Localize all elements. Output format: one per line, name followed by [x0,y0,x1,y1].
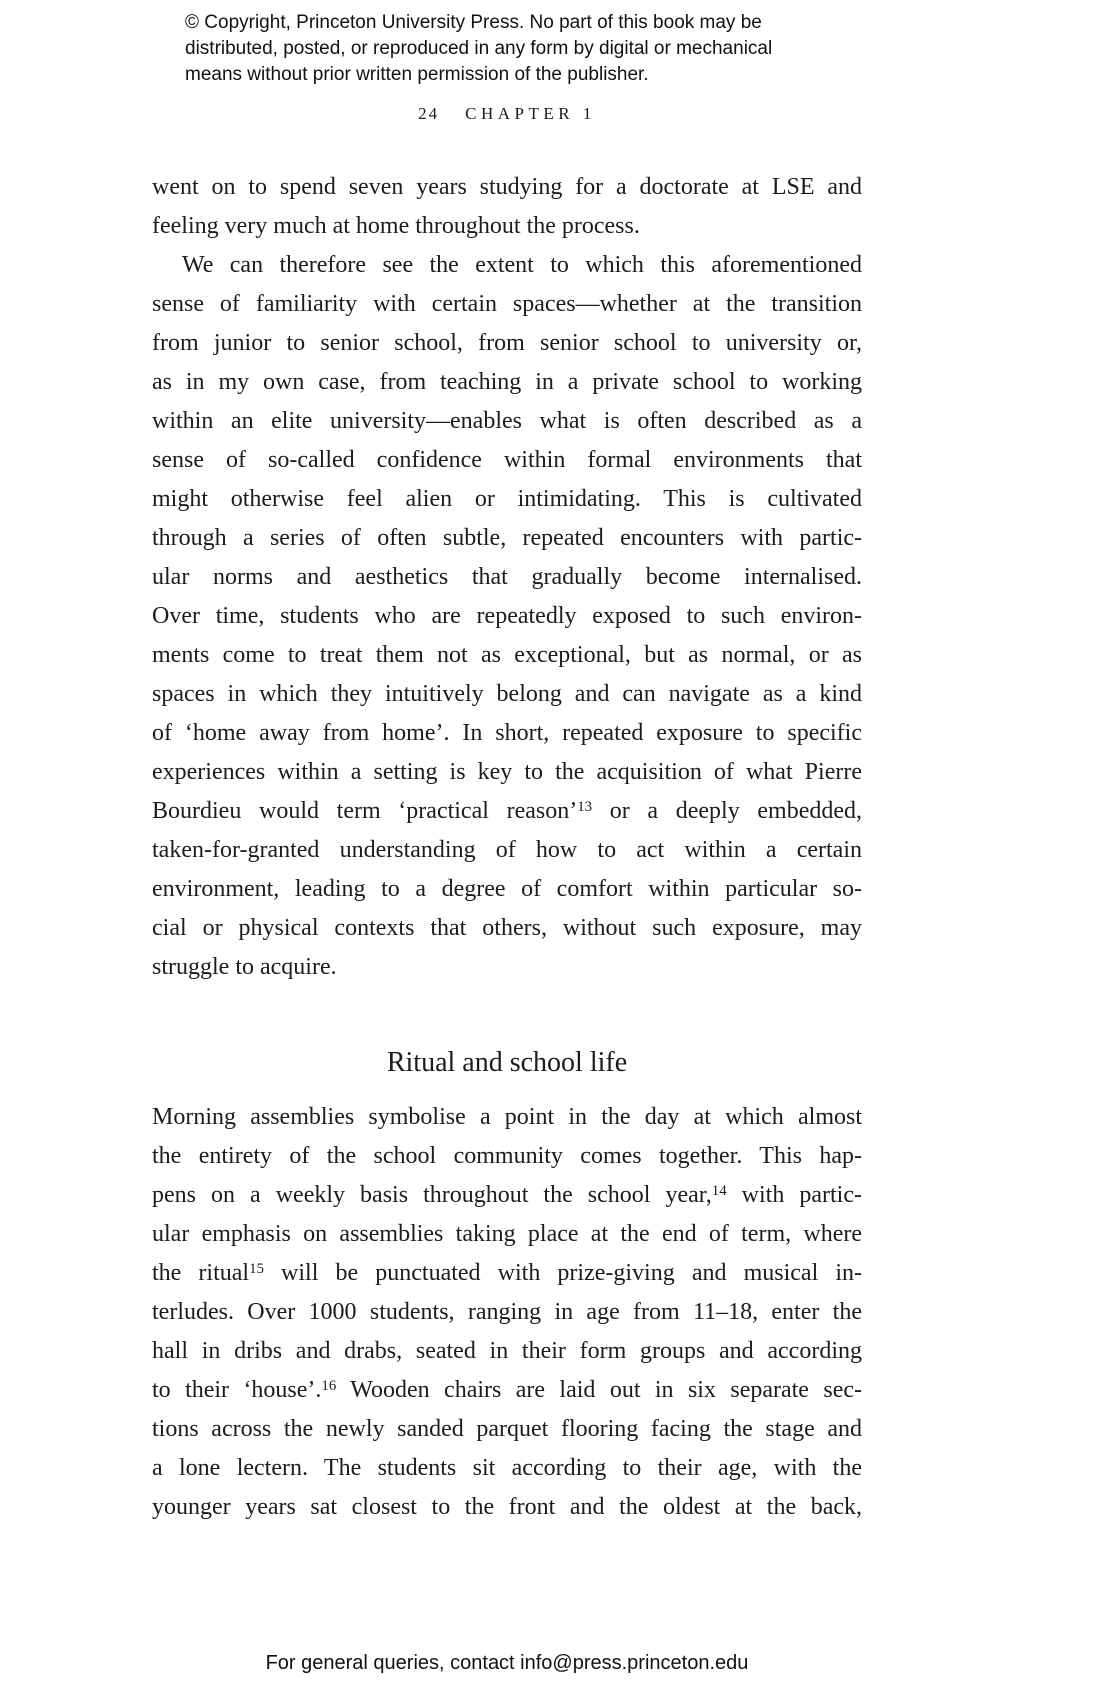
footnote-reference: 15 [249,1261,264,1278]
section-heading: Ritual and school life [386,1047,628,1078]
text-line: went on to spend seven years studying for a doctorate at LSE and [152,174,862,200]
text-line: from junior to senior school, from senior school to university or, [152,330,862,356]
text-line: terludes. Over 1000 students, ranging in age from 11–18, enter the [152,1299,862,1325]
text-line: ments come to treat them not as exceptional, but as normal, or as [152,642,862,668]
text-line: hall in dribs and drabs, seated in their form groups and according [152,1338,862,1364]
text-line: struggle to acquire. [152,954,337,980]
body-paragraph [152,1098,862,1527]
footnote-reference: 16 [321,1378,337,1395]
footer-contact: For general queries, contact info@press.princeton.edu [265,1652,749,1674]
text-line: taken-for-granted understanding of how to act within a certain [152,837,862,863]
text-line: within an elite university—enables what is often described as a [152,408,862,434]
text-line: to their ‘house’.$^{16}$ Wooden chairs are laid out in six separate sec- [152,1377,862,1403]
paragraphs-before-heading [152,168,862,987]
text-line: spaces in which they intuitively belong and can navigate as a kind [152,681,862,707]
text-line: ular norms and aesthetics that gradually become internalised. [152,564,862,590]
text-line: tions across the newly sanded parquet flooring facing the stage and [152,1416,862,1442]
text-line: a lone lectern. The students sit according to their age, with the [152,1455,862,1481]
text-line: the entirety of the school community comes together. This hap- [152,1143,862,1169]
text-line: We can therefore see the extent to which this aforementioned [182,252,862,278]
text-line: Morning assemblies symbolise a point in the day at which almost [152,1104,862,1130]
footnote-reference: 13 [577,799,593,816]
text-line: the ritual$^{15}$ will be punctuated with prize-giving and musical in- [152,1260,863,1286]
text-line: environment, leading to a degree of comfort within particular so- [152,876,862,902]
text-line: sense of familiarity with certain spaces—whether at the transition [152,291,862,317]
copyright-line: means without prior written permission of the publisher. [185,64,649,85]
text-line: through a series of often subtle, repeated encounters with partic- [152,525,862,551]
footnote-reference: 14 [711,1183,727,1200]
body-paragraph [152,168,862,246]
text-line: ular emphasis on assemblies taking place at the end of term, where [152,1221,862,1247]
text-line: younger years sat closest to the front and the oldest at the back, [152,1494,862,1520]
text-line: as in my own case, from teaching in a private school to working [152,369,862,395]
copyright-line: © Copyright, Princeton University Press. No part of this book may be [185,12,762,33]
text-line: might otherwise feel alien or intimidating. This is cultivated [152,486,862,512]
text-line: pens on a weekly basis throughout the school year,$^{14}$ with partic- [152,1182,862,1208]
text-line: feeling very much at home throughout the process. [152,213,640,239]
text-line: experiences within a setting is key to the acquisition of what Pierre [152,759,862,785]
text-line: Bourdieu would term ‘practical reason’$^{13}$ or a deeply embedded, [152,798,862,824]
running-header [152,104,862,124]
page-number: 24 [418,104,440,123]
body-column [152,168,862,1527]
chapter-label: CHAPTER 1 [465,104,596,123]
copyright-line: distributed, posted, or reproduced in any form by digital or mechanical [185,38,773,59]
text-line: Over time, students who are repeatedly exposed to such environ- [152,603,862,629]
paragraphs-after-heading [152,1098,862,1527]
text-line: cial or physical contexts that others, without such exposure, may [152,915,862,941]
text-line: sense of so-called confidence within formal environments that [152,447,862,473]
text-line: of ‘home away from home’. In short, repeated exposure to specific [152,720,862,746]
body-paragraph [152,246,862,987]
copyright-notice [185,10,885,88]
